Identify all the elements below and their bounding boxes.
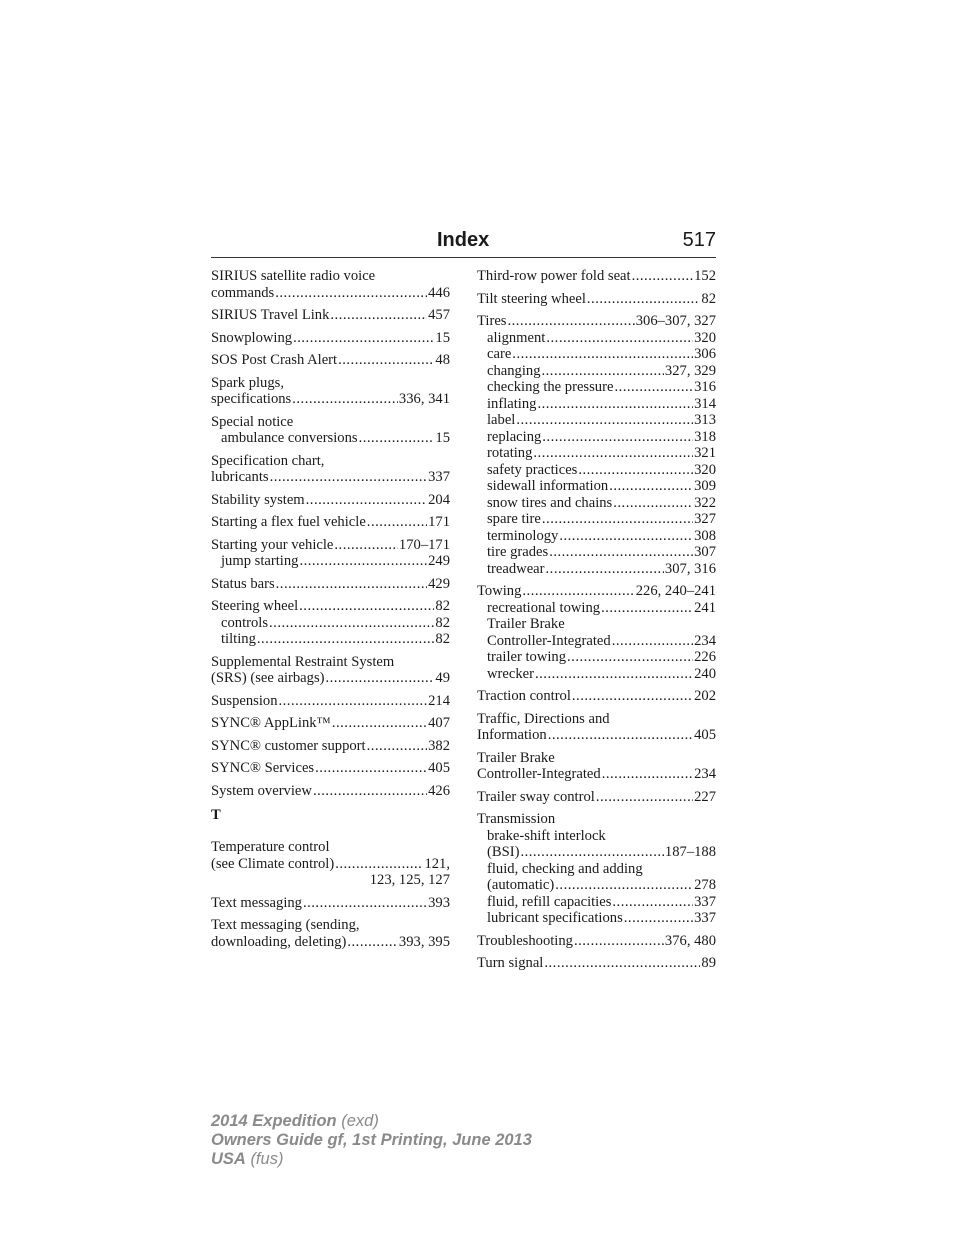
entry-text: Specification chart, xyxy=(211,452,325,469)
dot-leader xyxy=(546,330,693,347)
entry-text: Towing xyxy=(477,583,522,599)
page-reference: 337 xyxy=(694,910,716,926)
index-subentry-line xyxy=(477,346,716,363)
index-entry xyxy=(477,291,716,308)
entry-text: Text messaging (sending, xyxy=(211,917,360,933)
page-reference: 376, 480 xyxy=(664,932,716,949)
entry-text: commands xyxy=(211,284,275,301)
dot-leader xyxy=(578,462,693,479)
index-entry-line xyxy=(211,352,450,369)
entry-text: Starting a flex fuel vehicle xyxy=(211,514,366,530)
entry-text: Third-row power fold seat xyxy=(477,268,631,284)
page-reference: 89 xyxy=(701,955,716,971)
page-reference: 307, 316 xyxy=(664,560,716,577)
index-column-left xyxy=(211,268,450,956)
index-subentry-line xyxy=(477,462,716,479)
index-entry xyxy=(477,955,716,972)
entry-text: Trailer sway control xyxy=(477,788,595,805)
entry-text: Controller-Integrated xyxy=(487,632,611,649)
dot-leader xyxy=(276,576,427,593)
entry-text: lubricant specifications xyxy=(487,910,623,926)
page-reference: 121, xyxy=(424,855,450,872)
entry-text: alignment xyxy=(487,329,546,346)
dot-leader xyxy=(535,666,693,683)
index-entry-line xyxy=(477,750,716,767)
index-entry-line xyxy=(211,576,450,593)
index-entry-line xyxy=(211,917,450,934)
index-entry xyxy=(211,330,450,347)
entry-text: specifications xyxy=(211,391,292,407)
entry-text: ambulance conversions xyxy=(221,430,358,446)
page-reference: 306 xyxy=(694,346,716,362)
dot-leader xyxy=(546,561,664,578)
entry-text: SYNC® customer support xyxy=(211,737,366,754)
dot-leader xyxy=(325,670,434,687)
index-subentry-line xyxy=(211,553,450,570)
page-reference: 15 xyxy=(435,329,450,346)
page-reference: 171 xyxy=(428,514,450,530)
page-reference: 405 xyxy=(694,727,716,743)
dot-leader xyxy=(559,528,693,545)
index-entry-line xyxy=(211,391,450,408)
index-subentry-line xyxy=(477,478,716,495)
dot-leader xyxy=(359,430,435,447)
index-subentry-line xyxy=(477,877,716,894)
page-reference: 309 xyxy=(694,478,716,494)
entry-text: tire grades xyxy=(487,544,549,560)
entry-text: SOS Post Crash Alert xyxy=(211,352,338,368)
page-reference: 234 xyxy=(694,766,716,782)
index-entry xyxy=(477,583,716,682)
index-entry-line xyxy=(211,307,450,324)
entry-text: Traction control xyxy=(477,688,571,704)
dot-leader xyxy=(596,789,693,806)
dot-leader xyxy=(315,760,427,777)
dot-leader xyxy=(602,766,693,783)
entry-text: Tires xyxy=(477,313,507,329)
entry-text: fluid, checking and adding xyxy=(487,860,643,877)
dot-leader xyxy=(292,391,398,408)
index-subentry-line xyxy=(477,561,716,578)
page-reference: 240 xyxy=(694,665,716,682)
index-subentry-line xyxy=(477,600,716,617)
index-entry xyxy=(211,783,450,800)
index-entry xyxy=(211,917,450,950)
entry-text: SIRIUS Travel Link xyxy=(211,307,330,323)
index-entry-line xyxy=(477,766,716,783)
page-reference: 337 xyxy=(694,893,716,910)
index-subentry-line xyxy=(477,330,716,347)
page-reference: 318 xyxy=(694,428,716,445)
entry-text: inflating xyxy=(487,395,537,412)
page-reference: 405 xyxy=(428,760,450,776)
index-entry-line xyxy=(477,933,716,950)
index-subentry-line xyxy=(477,495,716,512)
entry-text: tilting xyxy=(221,631,256,647)
dot-leader xyxy=(612,633,693,650)
entry-text: Snowplowing xyxy=(211,329,293,346)
entry-text: sidewall information xyxy=(487,478,609,494)
index-entry xyxy=(211,598,450,648)
dot-leader xyxy=(299,553,427,570)
page-reference: 204 xyxy=(428,491,450,508)
entry-text: controls xyxy=(221,614,269,631)
entry-text: terminology xyxy=(487,527,559,544)
page-reference: 234 xyxy=(694,632,716,649)
index-entry-line xyxy=(211,654,450,671)
index-entry-line xyxy=(211,934,450,951)
index-entry-line xyxy=(211,839,450,856)
index-entry-line xyxy=(211,693,450,710)
page-reference: 187–188 xyxy=(664,844,716,860)
index-entry-line xyxy=(211,783,450,800)
dot-leader xyxy=(533,445,693,462)
index-subentry-line xyxy=(211,430,450,447)
page-reference: 314 xyxy=(694,395,716,412)
page-reference: 336, 341 xyxy=(398,391,450,407)
index-entry-line xyxy=(211,856,450,873)
entry-text: Trailer Brake xyxy=(487,616,565,632)
dot-leader xyxy=(587,291,701,308)
index-entry-line xyxy=(211,760,450,777)
entry-text: checking the pressure xyxy=(487,379,614,395)
index-subentry-line xyxy=(477,844,716,861)
page-reference: 226 xyxy=(694,649,716,665)
page-reference: 407 xyxy=(428,715,450,731)
index-subentry-line xyxy=(477,861,716,878)
index-entry xyxy=(211,576,450,593)
page-reference: 82 xyxy=(435,598,450,614)
dot-leader xyxy=(549,544,693,561)
page-reference: 278 xyxy=(694,877,716,893)
index-entry-line xyxy=(211,330,450,347)
index-entry xyxy=(477,711,716,744)
index-subentry-line xyxy=(477,412,716,429)
page-reference: 82 xyxy=(701,290,716,307)
entry-text: label xyxy=(487,412,516,428)
page-reference: 49 xyxy=(435,670,450,686)
index-subentry-line xyxy=(477,445,716,462)
index-entry xyxy=(211,839,450,889)
dot-leader xyxy=(270,469,428,486)
index-subentry-line xyxy=(477,633,716,650)
dot-leader xyxy=(572,688,693,705)
page-reference: 426 xyxy=(428,782,450,799)
dot-leader xyxy=(612,894,693,911)
page-reference: 306–307, 327 xyxy=(635,313,716,329)
page-reference: 322 xyxy=(694,494,716,511)
entry-text: Traffic, Directions and xyxy=(477,710,610,727)
footer-line-3: USA (fus) xyxy=(211,1150,284,1168)
dot-leader xyxy=(567,649,693,666)
entry-text: replacing xyxy=(487,428,542,445)
entry-text: (automatic) xyxy=(487,877,555,893)
page-footer xyxy=(211,1112,532,1169)
index-entry xyxy=(211,352,450,369)
index-subentry-line xyxy=(477,894,716,911)
index-entry xyxy=(477,811,716,927)
entry-text: Information xyxy=(477,727,547,743)
page-reference: 214 xyxy=(428,692,450,709)
entry-text: (SRS) (see airbags) xyxy=(211,670,325,686)
dot-leader xyxy=(624,910,693,927)
index-entry xyxy=(477,933,716,950)
index-subentry-line xyxy=(477,616,716,633)
dot-leader xyxy=(574,933,664,950)
dot-leader xyxy=(334,537,398,554)
index-subentry-line xyxy=(477,528,716,545)
dot-leader xyxy=(275,285,427,302)
dot-leader xyxy=(601,600,693,617)
entry-text: Turn signal xyxy=(477,955,544,971)
index-subentry-line xyxy=(477,910,716,927)
index-entry-line xyxy=(211,715,450,732)
index-entry-line xyxy=(211,895,450,912)
page-reference: 307 xyxy=(694,544,716,560)
index-entry xyxy=(211,537,450,570)
footer-line-1: 2014 Expedition (exd) xyxy=(211,1112,379,1130)
index-subentry-line xyxy=(211,615,450,632)
dot-leader xyxy=(332,715,427,732)
entry-text: lubricants xyxy=(211,469,269,485)
dot-leader xyxy=(338,352,434,369)
index-entry-line xyxy=(477,711,716,728)
entry-text: rotating xyxy=(487,445,533,461)
index-letter-heading: T xyxy=(211,807,221,823)
index-entry xyxy=(477,313,716,577)
dot-leader xyxy=(269,615,434,632)
page-reference: 393 xyxy=(428,894,450,911)
entry-text: Supplemental Restraint System xyxy=(211,653,395,670)
index-entry-line xyxy=(211,492,450,509)
dot-leader xyxy=(632,268,694,285)
dot-leader xyxy=(609,478,693,495)
page-reference: 226, 240–241 xyxy=(635,583,716,599)
index-entry xyxy=(211,453,450,486)
page-reference: 202 xyxy=(694,688,716,704)
dot-leader xyxy=(330,307,427,324)
index-entry-line xyxy=(477,688,716,705)
footer-line-2: Owners Guide gf, 1st Printing, June 2013 xyxy=(211,1131,532,1149)
index-subentry-line xyxy=(477,429,716,446)
dot-leader xyxy=(512,346,693,363)
page-header xyxy=(211,229,716,258)
entry-text: changing xyxy=(487,362,541,379)
entry-text: Stability system xyxy=(211,491,305,508)
entry-text: SYNC® AppLink™ xyxy=(211,715,331,731)
index-entry-line xyxy=(211,414,450,431)
index-entry xyxy=(211,414,450,447)
dot-leader xyxy=(507,313,634,330)
page-reference: 320 xyxy=(694,461,716,478)
page-reference: 429 xyxy=(428,575,450,592)
entry-text: SIRIUS satellite radio voice xyxy=(211,268,376,284)
page-reference: 321 xyxy=(694,445,716,461)
index-subentry-line xyxy=(477,363,716,380)
index-column-right xyxy=(477,268,716,978)
index-entry-line xyxy=(477,313,716,330)
dot-leader xyxy=(542,429,693,446)
dot-leader xyxy=(542,363,664,380)
index-entry xyxy=(477,268,716,285)
index-entry-line xyxy=(211,670,450,687)
dot-leader xyxy=(293,330,434,347)
index-subentry-line xyxy=(477,828,716,845)
index-subentry-line xyxy=(477,666,716,683)
index-entry-line xyxy=(477,955,716,972)
entry-text: Steering wheel xyxy=(211,598,299,614)
index-entry-line xyxy=(211,872,450,889)
entry-text: fluid, refill capacities xyxy=(487,893,612,910)
entry-text: Status bars xyxy=(211,575,275,592)
index-entry xyxy=(211,268,450,301)
index-entry-line xyxy=(477,789,716,806)
page-reference: 241 xyxy=(694,599,716,616)
page-reference: 457 xyxy=(428,307,450,323)
page-reference: 249 xyxy=(428,553,450,569)
dot-leader xyxy=(335,856,423,873)
index-entry-line xyxy=(477,583,716,600)
index-entry-line xyxy=(211,514,450,531)
index-entry-line xyxy=(211,738,450,755)
index-entry xyxy=(211,654,450,687)
entry-text: SYNC® Services xyxy=(211,760,315,776)
dot-leader xyxy=(299,598,434,615)
page-reference: 316 xyxy=(694,379,716,395)
dot-leader xyxy=(313,783,427,800)
index-entry-line xyxy=(211,268,450,285)
page-reference: 170–171 xyxy=(398,536,450,553)
page-reference: 327, 329 xyxy=(664,362,716,379)
entry-text: Special notice xyxy=(211,413,294,430)
page-reference: 82 xyxy=(435,631,450,647)
entry-text: Transmission xyxy=(477,811,556,827)
dot-leader xyxy=(544,955,700,972)
entry-text: Trailer Brake xyxy=(477,749,555,766)
index-entry-line xyxy=(211,375,450,392)
index-subentry-line xyxy=(477,544,716,561)
entry-text: Troubleshooting xyxy=(477,932,573,949)
page-reference: 48 xyxy=(435,352,450,368)
entry-text: downloading, deleting) xyxy=(211,933,347,950)
dot-leader xyxy=(516,412,693,429)
index-entry xyxy=(211,760,450,777)
entry-text: Text messaging xyxy=(211,894,302,911)
entry-text: brake-shift interlock xyxy=(487,827,606,844)
entry-text: Starting your vehicle xyxy=(211,536,334,553)
page-reference: 227 xyxy=(694,788,716,805)
page-reference: 393, 395 xyxy=(398,933,450,950)
index-entry-line xyxy=(211,453,450,470)
index-entry xyxy=(477,750,716,783)
entry-text: care xyxy=(487,346,512,362)
page-reference: 337 xyxy=(428,469,450,485)
index-entry xyxy=(211,375,450,408)
index-entry-line xyxy=(211,285,450,302)
entry-text: safety practices xyxy=(487,461,578,478)
dot-leader xyxy=(279,693,428,710)
index-subentry-line xyxy=(477,511,716,528)
dot-leader xyxy=(555,877,693,894)
entry-text: Suspension xyxy=(211,692,278,709)
index-entry-line xyxy=(477,811,716,828)
entry-text: Temperature control xyxy=(211,839,330,855)
page-reference: 320 xyxy=(694,329,716,346)
dot-leader xyxy=(537,396,693,413)
entry-text: Controller-Integrated xyxy=(477,766,601,782)
entry-text: 123, 125, 127 xyxy=(369,872,450,888)
page-reference: 327 xyxy=(694,511,716,527)
index-entry xyxy=(211,895,450,912)
index-entry xyxy=(211,715,450,732)
index-entry xyxy=(211,693,450,710)
page-reference: 382 xyxy=(428,737,450,754)
dot-leader xyxy=(542,511,693,528)
dot-leader xyxy=(347,934,398,951)
index-subentry-line xyxy=(211,631,450,648)
index-subentry-line xyxy=(477,396,716,413)
index-entry xyxy=(211,738,450,755)
index-entry-line xyxy=(477,268,716,285)
dot-leader xyxy=(548,727,693,744)
page-number: 517 xyxy=(682,229,716,251)
index-subentry-line xyxy=(477,649,716,666)
entry-text: recreational towing xyxy=(487,599,601,616)
index-entry-line xyxy=(211,598,450,615)
page-reference: 152 xyxy=(694,268,716,284)
index-entry xyxy=(211,492,450,509)
entry-text: treadwear xyxy=(487,560,545,577)
index-entry xyxy=(211,307,450,324)
entry-text: trailer towing xyxy=(487,649,567,665)
index-subentry-line xyxy=(477,379,716,396)
index-entry-line xyxy=(477,727,716,744)
entry-text: wrecker xyxy=(487,665,534,682)
page-reference: 82 xyxy=(435,614,450,631)
index-entry-line xyxy=(477,291,716,308)
index-entry xyxy=(477,688,716,705)
entry-text: snow tires and chains xyxy=(487,494,613,511)
dot-leader xyxy=(367,738,428,755)
page-title: Index xyxy=(437,229,490,251)
dot-leader xyxy=(520,844,663,861)
entry-text: (see Climate control) xyxy=(211,855,335,872)
index-entry-line xyxy=(211,537,450,554)
dot-leader xyxy=(613,495,693,512)
entry-text: (BSI) xyxy=(487,844,520,860)
dot-leader xyxy=(257,631,435,648)
dot-leader xyxy=(303,895,427,912)
page-reference: 313 xyxy=(694,412,716,428)
entry-text: spare tire xyxy=(487,511,541,527)
dot-leader xyxy=(367,514,427,531)
index-entry-line xyxy=(211,469,450,486)
dot-leader xyxy=(306,492,427,509)
entry-text: Tilt steering wheel xyxy=(477,290,586,307)
index-entry xyxy=(211,514,450,531)
dot-leader xyxy=(614,379,693,396)
page-reference: 308 xyxy=(694,527,716,544)
dot-leader xyxy=(522,583,634,600)
page-reference: 15 xyxy=(435,430,450,446)
entry-text: jump starting xyxy=(221,553,299,569)
index-entry xyxy=(477,789,716,806)
page-reference: 446 xyxy=(428,284,450,301)
entry-text: Spark plugs, xyxy=(211,374,284,391)
entry-text: System overview xyxy=(211,782,312,799)
